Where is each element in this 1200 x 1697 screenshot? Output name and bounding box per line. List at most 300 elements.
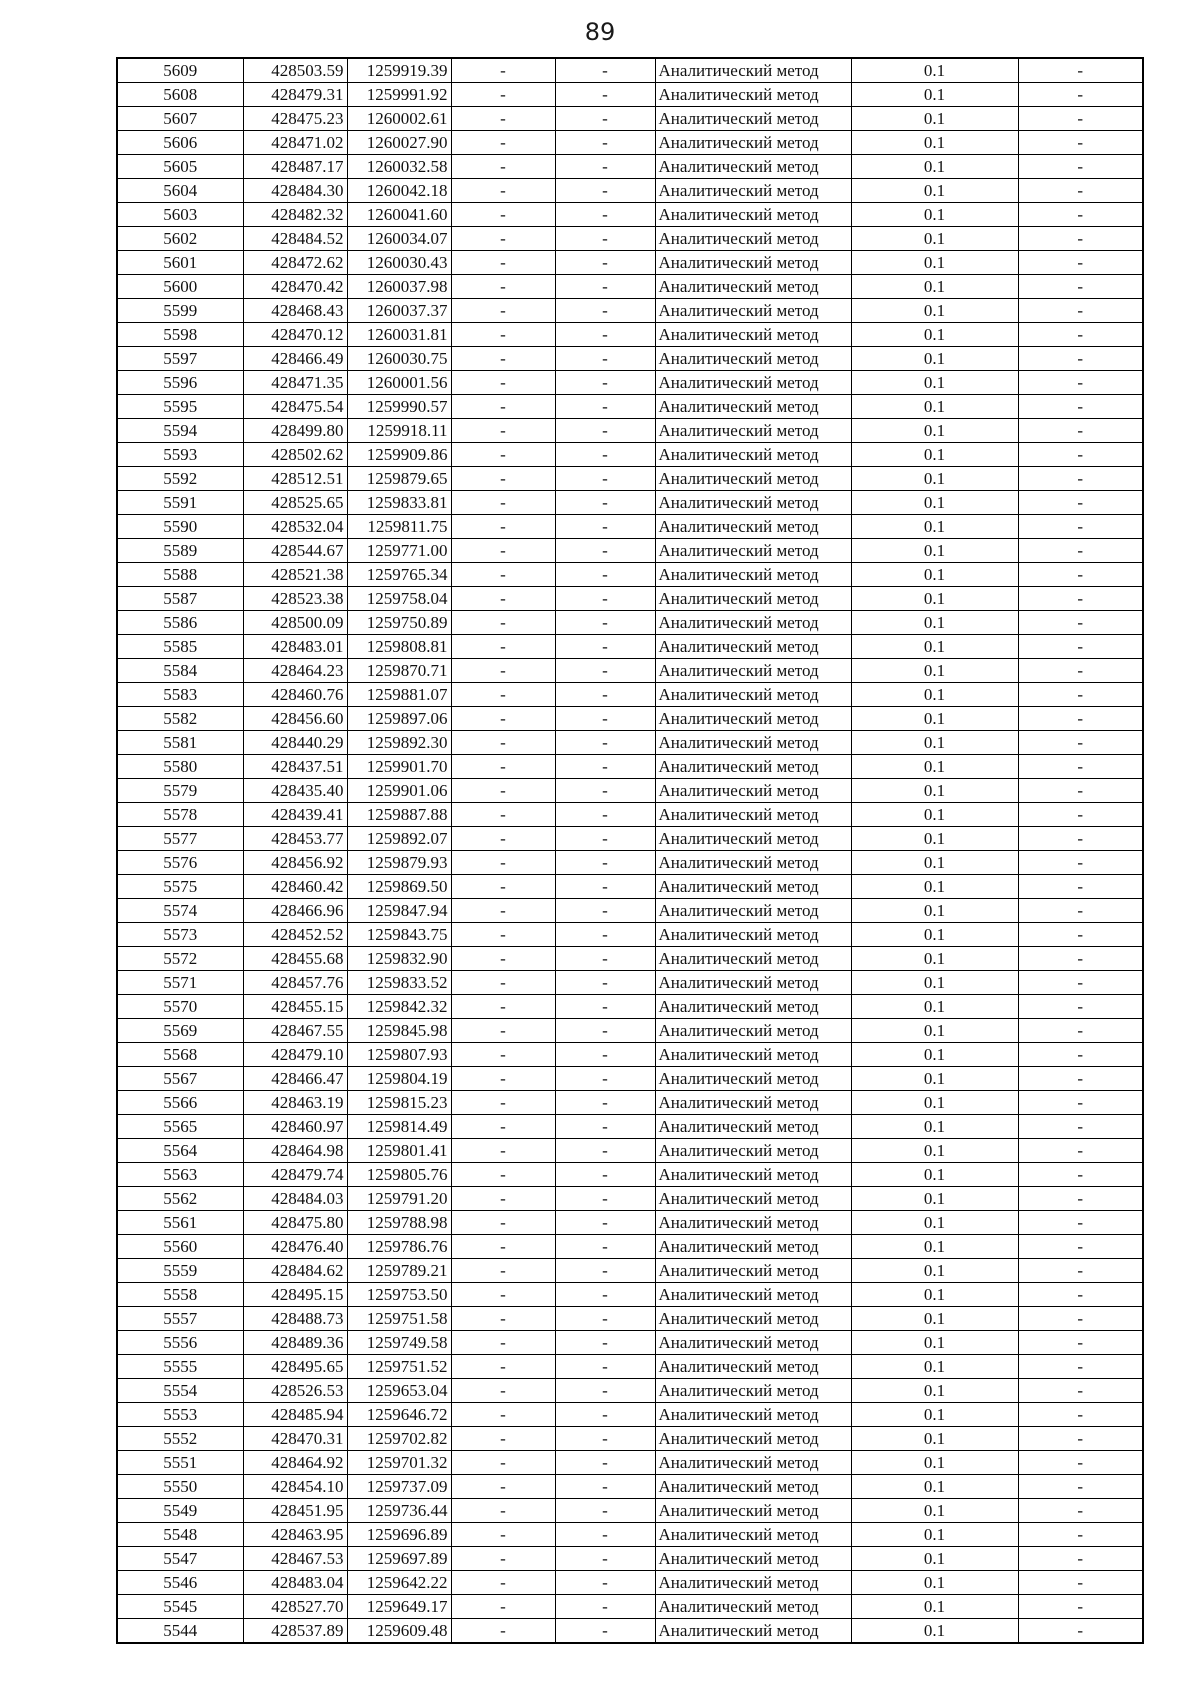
coordinate-y-cell: 1259811.75 [347, 515, 451, 539]
method-cell: Аналитический метод [655, 443, 851, 467]
method-cell: Аналитический метод [655, 1187, 851, 1211]
point-number-cell: 5594 [117, 419, 243, 443]
method-cell: Аналитический метод [655, 467, 851, 491]
coordinate-x-cell: 428526.53 [243, 1379, 347, 1403]
point-number-cell: 5581 [117, 731, 243, 755]
method-cell: Аналитический метод [655, 347, 851, 371]
empty-value-cell: - [1018, 107, 1143, 131]
empty-value-cell: - [555, 1403, 655, 1427]
accuracy-cell: 0.1 [851, 1187, 1018, 1211]
table-row [117, 1331, 1143, 1355]
table-row [117, 611, 1143, 635]
method-cell: Аналитический метод [655, 419, 851, 443]
coordinate-y-cell: 1260002.61 [347, 107, 451, 131]
empty-value-cell: - [1018, 275, 1143, 299]
empty-value-cell: - [451, 1043, 555, 1067]
table-row [117, 803, 1143, 827]
coordinate-x-cell: 428521.38 [243, 563, 347, 587]
coordinate-x-cell: 428456.60 [243, 707, 347, 731]
empty-value-cell: - [555, 947, 655, 971]
empty-value-cell: - [555, 995, 655, 1019]
coordinate-y-cell: 1259814.49 [347, 1115, 451, 1139]
empty-value-cell: - [451, 155, 555, 179]
empty-value-cell: - [555, 1355, 655, 1379]
accuracy-cell: 0.1 [851, 635, 1018, 659]
empty-value-cell: - [555, 179, 655, 203]
empty-value-cell: - [451, 731, 555, 755]
empty-value-cell: - [1018, 1451, 1143, 1475]
point-number-cell: 5597 [117, 347, 243, 371]
empty-value-cell: - [451, 1307, 555, 1331]
method-cell: Аналитический метод [655, 299, 851, 323]
table-row [117, 707, 1143, 731]
coordinate-x-cell: 428488.73 [243, 1307, 347, 1331]
accuracy-cell: 0.1 [851, 779, 1018, 803]
coordinate-y-cell: 1259736.44 [347, 1499, 451, 1523]
empty-value-cell: - [1018, 251, 1143, 275]
accuracy-cell: 0.1 [851, 227, 1018, 251]
point-number-cell: 5566 [117, 1091, 243, 1115]
empty-value-cell: - [555, 419, 655, 443]
coordinate-y-cell: 1259815.23 [347, 1091, 451, 1115]
empty-value-cell: - [451, 323, 555, 347]
method-cell: Аналитический метод [655, 947, 851, 971]
accuracy-cell: 0.1 [851, 995, 1018, 1019]
empty-value-cell: - [555, 1067, 655, 1091]
empty-value-cell: - [1018, 1043, 1143, 1067]
point-number-cell: 5589 [117, 539, 243, 563]
empty-value-cell: - [451, 947, 555, 971]
method-cell: Аналитический метод [655, 683, 851, 707]
table-row [117, 947, 1143, 971]
method-cell: Аналитический метод [655, 659, 851, 683]
empty-value-cell: - [555, 1163, 655, 1187]
method-cell: Аналитический метод [655, 1571, 851, 1595]
empty-value-cell: - [451, 491, 555, 515]
table-row [117, 851, 1143, 875]
accuracy-cell: 0.1 [851, 155, 1018, 179]
coordinate-y-cell: 1259991.92 [347, 83, 451, 107]
point-number-cell: 5554 [117, 1379, 243, 1403]
empty-value-cell: - [1018, 491, 1143, 515]
method-cell: Аналитический метод [655, 58, 851, 83]
coordinate-x-cell: 428475.23 [243, 107, 347, 131]
coordinate-x-cell: 428468.43 [243, 299, 347, 323]
empty-value-cell: - [555, 131, 655, 155]
empty-value-cell: - [1018, 1331, 1143, 1355]
empty-value-cell: - [555, 58, 655, 83]
coordinate-y-cell: 1259788.98 [347, 1211, 451, 1235]
coordinate-y-cell: 1259758.04 [347, 587, 451, 611]
method-cell: Аналитический метод [655, 803, 851, 827]
point-number-cell: 5559 [117, 1259, 243, 1283]
empty-value-cell: - [451, 827, 555, 851]
table-row [117, 731, 1143, 755]
empty-value-cell: - [451, 1067, 555, 1091]
accuracy-cell: 0.1 [851, 251, 1018, 275]
table-row [117, 755, 1143, 779]
empty-value-cell: - [1018, 1403, 1143, 1427]
coordinate-y-cell: 1259642.22 [347, 1571, 451, 1595]
empty-value-cell: - [1018, 419, 1143, 443]
table-row [117, 371, 1143, 395]
coordinate-x-cell: 428454.10 [243, 1475, 347, 1499]
method-cell: Аналитический метод [655, 539, 851, 563]
table-row [117, 251, 1143, 275]
empty-value-cell: - [555, 1235, 655, 1259]
empty-value-cell: - [1018, 58, 1143, 83]
table-row [117, 83, 1143, 107]
coordinate-x-cell: 428451.95 [243, 1499, 347, 1523]
method-cell: Аналитический метод [655, 827, 851, 851]
coordinate-x-cell: 428471.35 [243, 371, 347, 395]
point-number-cell: 5555 [117, 1355, 243, 1379]
method-cell: Аналитический метод [655, 1475, 851, 1499]
coordinate-y-cell: 1259749.58 [347, 1331, 451, 1355]
method-cell: Аналитический метод [655, 1355, 851, 1379]
coordinate-y-cell: 1259842.32 [347, 995, 451, 1019]
method-cell: Аналитический метод [655, 779, 851, 803]
accuracy-cell: 0.1 [851, 1451, 1018, 1475]
accuracy-cell: 0.1 [851, 515, 1018, 539]
empty-value-cell: - [555, 371, 655, 395]
coordinate-x-cell: 428484.62 [243, 1259, 347, 1283]
method-cell: Аналитический метод [655, 371, 851, 395]
method-cell: Аналитический метод [655, 875, 851, 899]
coordinate-y-cell: 1259701.32 [347, 1451, 451, 1475]
empty-value-cell: - [555, 395, 655, 419]
coordinate-x-cell: 428470.31 [243, 1427, 347, 1451]
empty-value-cell: - [555, 1211, 655, 1235]
method-cell: Аналитический метод [655, 1283, 851, 1307]
coordinate-x-cell: 428440.29 [243, 731, 347, 755]
empty-value-cell: - [451, 1499, 555, 1523]
coordinate-x-cell: 428525.65 [243, 491, 347, 515]
table-row [117, 1115, 1143, 1139]
empty-value-cell: - [451, 1379, 555, 1403]
coordinate-x-cell: 428467.55 [243, 1019, 347, 1043]
coordinate-x-cell: 428483.01 [243, 635, 347, 659]
coordinate-x-cell: 428523.38 [243, 587, 347, 611]
coordinate-x-cell: 428466.49 [243, 347, 347, 371]
coordinate-y-cell: 1259808.81 [347, 635, 451, 659]
coordinate-y-cell: 1259870.71 [347, 659, 451, 683]
empty-value-cell: - [555, 155, 655, 179]
method-cell: Аналитический метод [655, 971, 851, 995]
empty-value-cell: - [1018, 203, 1143, 227]
empty-value-cell: - [555, 611, 655, 635]
coordinate-y-cell: 1259869.50 [347, 875, 451, 899]
coordinate-y-cell: 1259897.06 [347, 707, 451, 731]
coordinates-table [116, 57, 1144, 1644]
accuracy-cell: 0.1 [851, 1619, 1018, 1644]
empty-value-cell: - [1018, 131, 1143, 155]
point-number-cell: 5584 [117, 659, 243, 683]
empty-value-cell: - [451, 1403, 555, 1427]
empty-value-cell: - [1018, 1619, 1143, 1644]
coordinate-y-cell: 1259649.17 [347, 1595, 451, 1619]
coordinate-y-cell: 1259753.50 [347, 1283, 451, 1307]
method-cell: Аналитический метод [655, 995, 851, 1019]
coordinate-y-cell: 1259789.21 [347, 1259, 451, 1283]
point-number-cell: 5591 [117, 491, 243, 515]
method-cell: Аналитический метод [655, 203, 851, 227]
accuracy-cell: 0.1 [851, 58, 1018, 83]
coordinate-y-cell: 1259881.07 [347, 683, 451, 707]
empty-value-cell: - [451, 923, 555, 947]
empty-value-cell: - [1018, 299, 1143, 323]
coordinate-x-cell: 428455.15 [243, 995, 347, 1019]
coordinate-x-cell: 428485.94 [243, 1403, 347, 1427]
empty-value-cell: - [555, 1115, 655, 1139]
point-number-cell: 5569 [117, 1019, 243, 1043]
empty-value-cell: - [555, 1283, 655, 1307]
method-cell: Аналитический метод [655, 1595, 851, 1619]
coordinate-y-cell: 1259609.48 [347, 1619, 451, 1644]
method-cell: Аналитический метод [655, 1235, 851, 1259]
point-number-cell: 5583 [117, 683, 243, 707]
point-number-cell: 5565 [117, 1115, 243, 1139]
coordinate-x-cell: 428464.92 [243, 1451, 347, 1475]
empty-value-cell: - [1018, 1115, 1143, 1139]
method-cell: Аналитический метод [655, 227, 851, 251]
method-cell: Аналитический метод [655, 899, 851, 923]
empty-value-cell: - [1018, 83, 1143, 107]
empty-value-cell: - [451, 131, 555, 155]
empty-value-cell: - [1018, 923, 1143, 947]
empty-value-cell: - [555, 1523, 655, 1547]
empty-value-cell: - [555, 659, 655, 683]
coordinate-x-cell: 428435.40 [243, 779, 347, 803]
point-number-cell: 5573 [117, 923, 243, 947]
method-cell: Аналитический метод [655, 107, 851, 131]
empty-value-cell: - [555, 1619, 655, 1644]
method-cell: Аналитический метод [655, 1043, 851, 1067]
coordinate-y-cell: 1259696.89 [347, 1523, 451, 1547]
coordinate-x-cell: 428466.96 [243, 899, 347, 923]
accuracy-cell: 0.1 [851, 947, 1018, 971]
accuracy-cell: 0.1 [851, 1547, 1018, 1571]
accuracy-cell: 0.1 [851, 923, 1018, 947]
method-cell: Аналитический метод [655, 1523, 851, 1547]
method-cell: Аналитический метод [655, 1427, 851, 1451]
accuracy-cell: 0.1 [851, 1163, 1018, 1187]
point-number-cell: 5606 [117, 131, 243, 155]
accuracy-cell: 0.1 [851, 1475, 1018, 1499]
empty-value-cell: - [1018, 371, 1143, 395]
empty-value-cell: - [555, 1043, 655, 1067]
empty-value-cell: - [1018, 1427, 1143, 1451]
accuracy-cell: 0.1 [851, 1595, 1018, 1619]
table-row [117, 347, 1143, 371]
empty-value-cell: - [555, 1091, 655, 1115]
table-row [117, 107, 1143, 131]
table-body [117, 58, 1143, 1643]
coordinate-y-cell: 1259879.93 [347, 851, 451, 875]
empty-value-cell: - [451, 995, 555, 1019]
table-row [117, 275, 1143, 299]
empty-value-cell: - [1018, 323, 1143, 347]
empty-value-cell: - [1018, 827, 1143, 851]
method-cell: Аналитический метод [655, 323, 851, 347]
coordinate-x-cell: 428470.42 [243, 275, 347, 299]
accuracy-cell: 0.1 [851, 1139, 1018, 1163]
empty-value-cell: - [555, 1139, 655, 1163]
accuracy-cell: 0.1 [851, 179, 1018, 203]
method-cell: Аналитический метод [655, 1139, 851, 1163]
empty-value-cell: - [555, 1307, 655, 1331]
table-row [117, 1403, 1143, 1427]
empty-value-cell: - [451, 1523, 555, 1547]
method-cell: Аналитический метод [655, 395, 851, 419]
coordinate-x-cell: 428484.30 [243, 179, 347, 203]
coordinate-y-cell: 1260030.43 [347, 251, 451, 275]
coordinate-x-cell: 428437.51 [243, 755, 347, 779]
point-number-cell: 5607 [117, 107, 243, 131]
empty-value-cell: - [1018, 995, 1143, 1019]
coordinate-y-cell: 1260001.56 [347, 371, 451, 395]
coordinate-x-cell: 428467.53 [243, 1547, 347, 1571]
empty-value-cell: - [555, 1451, 655, 1475]
table-row [117, 299, 1143, 323]
empty-value-cell: - [451, 611, 555, 635]
empty-value-cell: - [555, 1331, 655, 1355]
table-row [117, 1211, 1143, 1235]
empty-value-cell: - [451, 1019, 555, 1043]
coordinate-y-cell: 1259879.65 [347, 467, 451, 491]
empty-value-cell: - [451, 1571, 555, 1595]
empty-value-cell: - [1018, 1067, 1143, 1091]
point-number-cell: 5601 [117, 251, 243, 275]
accuracy-cell: 0.1 [851, 731, 1018, 755]
accuracy-cell: 0.1 [851, 1403, 1018, 1427]
method-cell: Аналитический метод [655, 1211, 851, 1235]
coordinate-y-cell: 1260037.98 [347, 275, 451, 299]
point-number-cell: 5586 [117, 611, 243, 635]
empty-value-cell: - [451, 1163, 555, 1187]
accuracy-cell: 0.1 [851, 1331, 1018, 1355]
empty-value-cell: - [1018, 179, 1143, 203]
point-number-cell: 5552 [117, 1427, 243, 1451]
empty-value-cell: - [451, 515, 555, 539]
accuracy-cell: 0.1 [851, 803, 1018, 827]
empty-value-cell: - [1018, 731, 1143, 755]
empty-value-cell: - [451, 1139, 555, 1163]
coordinate-x-cell: 428460.76 [243, 683, 347, 707]
point-number-cell: 5553 [117, 1403, 243, 1427]
table-row [117, 1019, 1143, 1043]
empty-value-cell: - [1018, 947, 1143, 971]
coordinate-x-cell: 428472.62 [243, 251, 347, 275]
coordinate-y-cell: 1259807.93 [347, 1043, 451, 1067]
method-cell: Аналитический метод [655, 851, 851, 875]
empty-value-cell: - [451, 539, 555, 563]
point-number-cell: 5556 [117, 1331, 243, 1355]
empty-value-cell: - [555, 491, 655, 515]
table-row [117, 923, 1143, 947]
empty-value-cell: - [555, 1499, 655, 1523]
point-number-cell: 5550 [117, 1475, 243, 1499]
table-row [117, 635, 1143, 659]
accuracy-cell: 0.1 [851, 1379, 1018, 1403]
empty-value-cell: - [555, 467, 655, 491]
coordinate-y-cell: 1260037.37 [347, 299, 451, 323]
empty-value-cell: - [555, 1475, 655, 1499]
point-number-cell: 5571 [117, 971, 243, 995]
coordinate-x-cell: 428487.17 [243, 155, 347, 179]
empty-value-cell: - [1018, 539, 1143, 563]
method-cell: Аналитический метод [655, 755, 851, 779]
table-row [117, 1067, 1143, 1091]
empty-value-cell: - [451, 1283, 555, 1307]
point-number-cell: 5560 [117, 1235, 243, 1259]
empty-value-cell: - [451, 683, 555, 707]
point-number-cell: 5598 [117, 323, 243, 347]
point-number-cell: 5546 [117, 1571, 243, 1595]
empty-value-cell: - [1018, 1259, 1143, 1283]
empty-value-cell: - [451, 1235, 555, 1259]
coordinate-x-cell: 428502.62 [243, 443, 347, 467]
method-cell: Аналитический метод [655, 1019, 851, 1043]
empty-value-cell: - [451, 779, 555, 803]
empty-value-cell: - [451, 203, 555, 227]
empty-value-cell: - [451, 1331, 555, 1355]
accuracy-cell: 0.1 [851, 971, 1018, 995]
table-row [117, 1355, 1143, 1379]
coordinate-x-cell: 428503.59 [243, 58, 347, 83]
point-number-cell: 5551 [117, 1451, 243, 1475]
point-number-cell: 5595 [117, 395, 243, 419]
coordinate-y-cell: 1260032.58 [347, 155, 451, 179]
empty-value-cell: - [555, 203, 655, 227]
empty-value-cell: - [555, 779, 655, 803]
empty-value-cell: - [555, 1259, 655, 1283]
coordinate-y-cell: 1259771.00 [347, 539, 451, 563]
accuracy-cell: 0.1 [851, 1307, 1018, 1331]
empty-value-cell: - [555, 803, 655, 827]
empty-value-cell: - [1018, 1139, 1143, 1163]
coordinate-y-cell: 1259697.89 [347, 1547, 451, 1571]
empty-value-cell: - [1018, 347, 1143, 371]
empty-value-cell: - [555, 563, 655, 587]
point-number-cell: 5579 [117, 779, 243, 803]
accuracy-cell: 0.1 [851, 1427, 1018, 1451]
coordinate-x-cell: 428471.02 [243, 131, 347, 155]
table-row [117, 1475, 1143, 1499]
point-number-cell: 5582 [117, 707, 243, 731]
table-row [117, 659, 1143, 683]
empty-value-cell: - [555, 539, 655, 563]
point-number-cell: 5563 [117, 1163, 243, 1187]
empty-value-cell: - [451, 395, 555, 419]
method-cell: Аналитический метод [655, 155, 851, 179]
table-row [117, 1187, 1143, 1211]
coordinate-x-cell: 428464.23 [243, 659, 347, 683]
empty-value-cell: - [1018, 755, 1143, 779]
point-number-cell: 5564 [117, 1139, 243, 1163]
empty-value-cell: - [1018, 779, 1143, 803]
table-row [117, 227, 1143, 251]
empty-value-cell: - [451, 179, 555, 203]
empty-value-cell: - [451, 707, 555, 731]
empty-value-cell: - [555, 1571, 655, 1595]
table-row [117, 1619, 1143, 1644]
table-row [117, 1427, 1143, 1451]
method-cell: Аналитический метод [655, 1259, 851, 1283]
table-row [117, 155, 1143, 179]
empty-value-cell: - [555, 1379, 655, 1403]
empty-value-cell: - [1018, 707, 1143, 731]
